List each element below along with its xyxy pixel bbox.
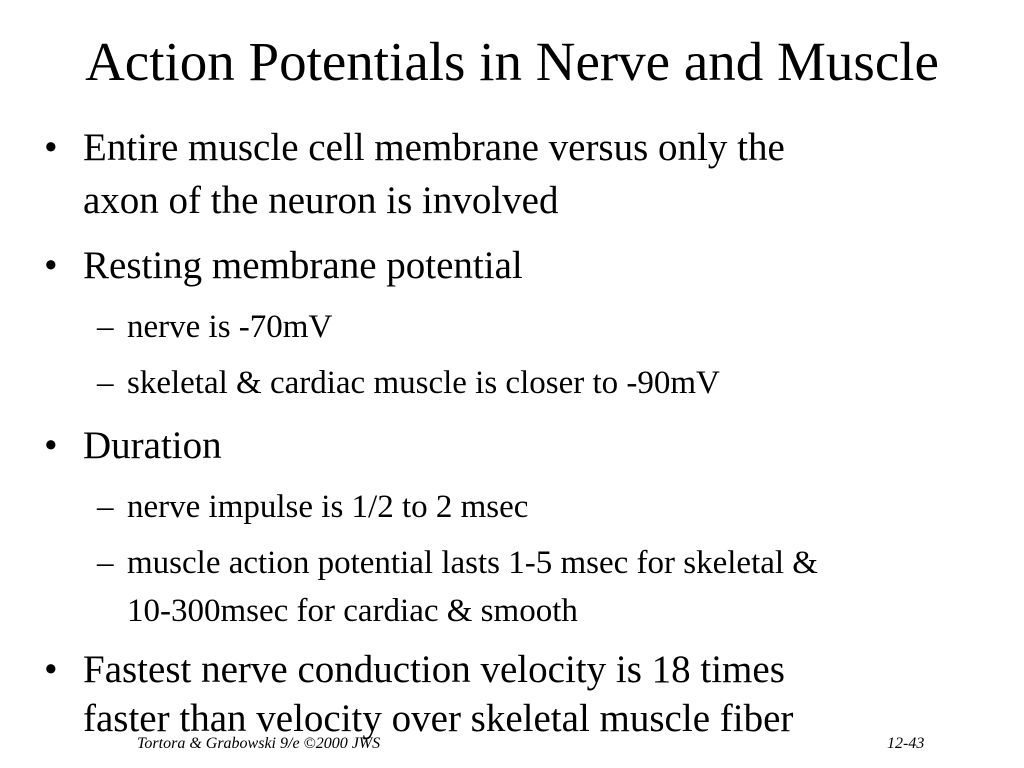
- bullet-4-line-1: Fastest nerve conduction velocity is 18 times: [83, 648, 785, 691]
- sub-bullet-dash: –: [97, 365, 114, 401]
- bullet-marker: •: [44, 126, 58, 169]
- bullet-1-line-1: Entire muscle cell membrane versus only the: [83, 126, 785, 169]
- bullet-marker: •: [44, 648, 58, 691]
- bullet-3-sub-2-line-2: 10-300msec for cardiac & smooth: [127, 593, 578, 629]
- slide-title: Action Potentials in Nerve and Muscle: [85, 31, 939, 92]
- sub-bullet-dash: –: [97, 309, 114, 345]
- bullet-1-line-2: axon of the neuron is involved: [83, 179, 559, 222]
- bullet-3-sub-1: nerve impulse is 1/2 to 2 msec: [127, 489, 529, 525]
- sub-bullet-dash: –: [97, 545, 114, 581]
- slide-number: 12-43: [887, 735, 925, 752]
- footer-credit: Tortora & Grabowski 9/e ©2000 JWS: [137, 735, 381, 752]
- bullet-2-sub-2: skeletal & cardiac muscle is closer to -90mV: [127, 365, 720, 401]
- bullet-2-text: Resting membrane potential: [83, 244, 523, 287]
- sub-bullet-dash: –: [97, 489, 114, 525]
- bullet-3-text: Duration: [83, 424, 222, 467]
- bullet-marker: •: [44, 244, 58, 287]
- bullet-2-sub-1: nerve is -70mV: [127, 309, 333, 345]
- bullet-4-line-2: faster than velocity over skeletal muscle fiber: [83, 697, 794, 740]
- bullet-marker: •: [44, 424, 58, 467]
- bullet-3-sub-2-line-1: muscle action potential lasts 1-5 msec for skeletal &: [127, 545, 818, 581]
